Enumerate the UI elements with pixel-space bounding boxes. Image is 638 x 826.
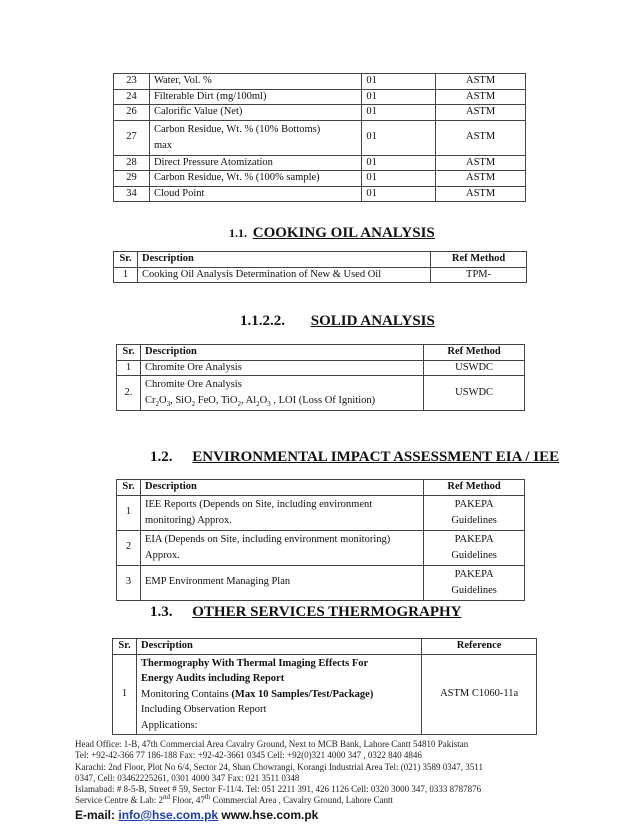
formula-subscript: 3 [267,400,271,409]
section-title: ENVIRONMENTAL IMPACT ASSESSMENT EIA / IEE [192,449,560,465]
description-cell [149,120,361,155]
method-cell: ASTM [436,105,526,121]
table-header-row [114,252,527,268]
table-row [114,74,526,90]
description-line: EIA (Depends on Site, including environment monitoring) [144,533,391,545]
description-line: max [153,139,173,151]
header-description: Description [140,480,423,496]
formula-part: Cr [144,395,156,406]
ref-cell [424,530,525,565]
footer-line: Head Office: 1-B, 47th Commercial Area Cavalry Ground, Next to MCB Bank, Lahore Cantt 54810 Pakistan [75,739,469,749]
description-line [141,687,417,703]
qty-cell: 01 [362,74,436,90]
qty-cell: 01 [362,105,436,121]
qty-cell: 01 [362,89,436,105]
formula-part: O [259,395,268,406]
chemical-formula [145,393,419,409]
method-cell: ASTM [436,155,526,171]
formula-subscript: 2 [237,400,241,409]
table-row [114,89,526,105]
solid-analysis-table [116,344,525,411]
ref-cell: USWDC [424,360,525,376]
sr-cell: 34 [114,186,150,202]
table-row [114,155,526,171]
description-cell: Direct Pressure Atomization [149,155,361,171]
ref-line: Guidelines [451,549,497,561]
description-line: Approx. [144,549,180,561]
header-ref-method: Ref Method [424,480,525,496]
qty-cell: 01 [362,186,436,202]
description-line: Energy Audits including Report [140,673,285,684]
description-line: Including Observation Report [140,704,267,715]
ref-cell: USWDC [424,376,525,411]
sr-cell: 27 [114,120,150,155]
section-number: 1.1. [229,226,247,240]
formula-subscript: 2 [256,400,260,409]
description-line: Chromite Ore Analysis [144,379,242,390]
ref-cell: ASTM C1060-11a [422,654,537,735]
section-heading-environmental [150,449,559,466]
cooking-oil-table [113,251,527,283]
table-header-row [117,480,525,496]
sr-cell: 2 [117,530,141,565]
header-sr: Sr. [113,639,137,655]
description-cell: Carbon Residue, Wt. % (100% sample) [149,171,361,187]
footer-address-block [75,739,635,807]
description-line: Carbon Residue, Wt. % (10% Bottoms) [153,123,321,135]
ref-cell [424,495,525,530]
method-cell: ASTM [436,74,526,90]
ref-line: PAKEPA [454,498,494,510]
ref-line: Guidelines [451,514,497,526]
section-heading-cooking-oil [229,225,435,242]
table-row [114,171,526,187]
table-row [114,267,527,283]
environmental-table [116,479,525,601]
sr-cell: 1 [117,495,141,530]
description-line: Thermography With Thermal Imaging Effects For [140,657,369,669]
method-cell: ASTM [436,186,526,202]
ref-line: Guidelines [451,584,497,596]
table-row [117,530,525,565]
header-description: Description [136,639,421,655]
table-row [117,360,525,376]
section-heading-solid [240,313,435,330]
formula-part: O [158,395,167,406]
footer-line: 0347, Cell: 03462225261, 0301 4000 347 Fax: 021 3511 0348 [75,772,300,783]
table-row [117,495,525,530]
sr-cell: 1 [117,360,141,376]
formula-subscript: 3 [166,400,171,409]
description-cell: EMP Environment Managing Plan [140,565,423,600]
footer-contact [75,808,318,822]
description-cell [140,530,423,565]
qty-cell: 01 [362,120,436,155]
header-sr: Sr. [117,480,141,496]
description-line: monitoring) Approx. [144,514,232,526]
sr-cell: 29 [114,171,150,187]
header-ref-method: Ref Method [431,252,527,268]
top-test-table [113,73,526,202]
description-cell [140,495,423,530]
table-row [114,186,526,202]
description-cell: Filterable Dirt (mg/100ml) [149,89,361,105]
formula-subscript: 2 [155,400,159,409]
website-text[interactable]: www.hse.com.pk [221,808,319,822]
description-cell: Water, Vol. % [149,74,361,90]
qty-cell: 01 [362,155,436,171]
sr-cell: 24 [114,89,150,105]
section-number: 1.3. [150,604,173,620]
description-cell: Cloud Point [149,186,361,202]
description-line: IEE Reports (Depends on Site, including environment [144,498,373,510]
ref-cell: TPM- [431,267,527,283]
email-label: E-mail: [75,808,116,822]
header-description: Description [140,345,423,361]
sr-cell: 3 [117,565,141,600]
footer-text: Commercial Area , Cavalry Ground, Lahore Cantt [210,795,394,806]
description-bold-text: (Max 10 Samples/Test/Package) [231,688,374,700]
section-number: 1.1.2.2. [240,313,285,329]
header-description: Description [137,252,430,268]
method-cell: ASTM [436,171,526,187]
formula-part: , SiO [170,395,192,406]
thermography-table [112,638,537,735]
description-cell: Chromite Ore Analysis [140,360,423,376]
table-row [117,376,525,411]
section-title: COOKING OIL ANALYSIS [252,225,435,241]
sr-cell: 1 [113,654,137,735]
table-row [114,120,526,155]
footer-superscript: nd [162,793,170,802]
sr-cell: 28 [114,155,150,171]
qty-cell: 01 [362,171,436,187]
sr-cell: 26 [114,105,150,121]
section-number: 1.2. [150,449,173,465]
section-title: OTHER SERVICES THERMOGRAPHY [192,604,462,620]
method-cell: ASTM [436,89,526,105]
formula-part: , LOI (Loss Of Ignition) [270,395,376,406]
description-line: Applications: [140,719,198,731]
header-sr: Sr. [117,345,141,361]
footer-line: Karachi: 2nd Floor, Plot No 6/4, Sector 24, Shan Chowrangi, Korangi Industrial Area Tel: (021) 3589 0347, 3511 [75,761,483,772]
footer-text: Floor, 47 [169,795,205,806]
table-header-row [113,639,537,655]
description-text: Monitoring Contains [140,688,232,700]
footer-line: Tel: +92-42-366 77 186-188 Fax: +92-42-3661 0345 Cell: +92(0)321 4000 347 , 0322 840 4846 [75,750,422,761]
footer-superscript: th [204,793,211,802]
footer-line: Islamabad: # 8-5-B, Street # 59, Sector F-11/4. Tel: 051 2211 391, 426 1126 Cell: 0320 3000 347, 0333 8787876 [75,784,482,795]
formula-part: , Al [241,395,257,406]
ref-line: PAKEPA [454,533,494,545]
description-cell [136,654,421,735]
table-row [114,105,526,121]
formula-subscript: 2 [191,400,196,409]
method-cell: ASTM [436,120,526,155]
section-title: SOLID ANALYSIS [310,313,435,329]
header-reference: Reference [422,639,537,655]
footer-text: Service Centre & Lab: 2 [75,795,163,806]
section-heading-other-services [150,604,462,621]
sr-cell: 2. [117,376,141,411]
ref-cell [424,565,525,600]
sr-cell: 1 [114,267,138,283]
table-row [117,565,525,600]
table-header-row [117,345,525,361]
description-cell: Calorific Value (Net) [149,105,361,121]
sr-cell: 23 [114,74,150,90]
header-ref-method: Ref Method [424,345,525,361]
header-sr: Sr. [114,252,138,268]
ref-line: PAKEPA [454,568,494,580]
footer-line [75,795,635,806]
formula-part: FeO, TiO [195,395,238,406]
table-row [113,654,537,735]
description-cell [140,376,423,411]
email-link[interactable]: info@hse.com.pk [118,808,219,822]
description-cell: Cooking Oil Analysis Determination of New & Used Oil [137,267,430,283]
